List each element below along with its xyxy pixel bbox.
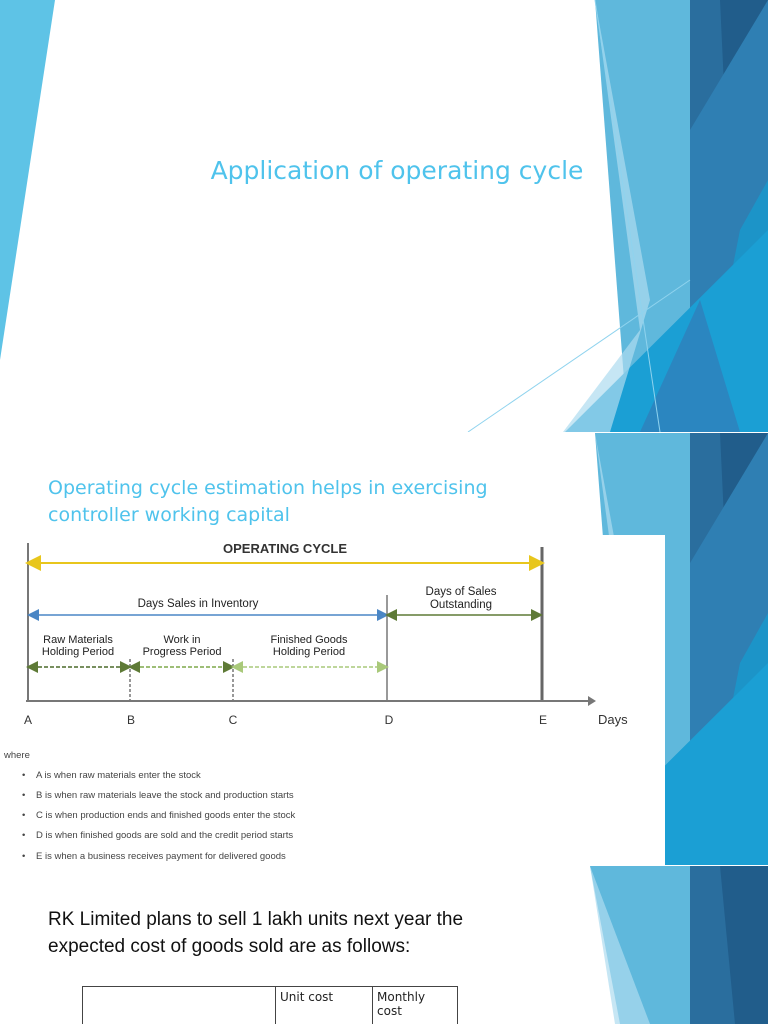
point-c: C	[228, 713, 238, 727]
slide-2	[0, 433, 768, 865]
slide-3	[0, 866, 768, 1024]
table-header-unit-cost: Unit cost	[276, 987, 373, 1024]
where-label: where	[4, 750, 30, 761]
raw-materials-line1: Raw Materials	[43, 634, 113, 646]
bullet-dot: •	[22, 790, 26, 801]
cost-table	[82, 986, 458, 1024]
bullet-dot: •	[22, 810, 26, 821]
point-b: B	[126, 713, 136, 727]
point-e: E	[538, 713, 548, 727]
wip-line1: Work in	[163, 634, 201, 646]
dsi-label: Days Sales in Inventory	[137, 598, 259, 610]
point-d: D	[384, 713, 394, 727]
dso-label-line2: Outstanding	[429, 599, 493, 611]
bullet-dot: •	[22, 770, 26, 781]
bullet-e: E is when a business receives payment for delivered goods	[36, 851, 286, 862]
slide-3-text: RK Limited plans to sell 1 lakh units next year the expected cost of goods sold are as follows:	[48, 909, 464, 957]
raw-materials-line2: Holding Period	[41, 646, 115, 658]
bullet-dot: •	[22, 851, 26, 862]
bullet-c: C is when production ends and finished goods enter the stock	[36, 810, 296, 821]
table-header-blank	[83, 987, 276, 1024]
operating-cycle-diagram	[0, 535, 665, 865]
bullet-dot: •	[22, 830, 26, 841]
finished-goods-line2: Holding Period	[272, 646, 346, 658]
operating-cycle-label: OPERATING CYCLE	[223, 541, 347, 556]
dso-label-line1: Days of Sales	[425, 586, 497, 598]
wip-line2: Progress Period	[142, 646, 222, 658]
days-axis-label: Days	[598, 712, 628, 727]
slide-1-title: Application of operating cycle	[210, 156, 584, 185]
bullet-a: A is when raw materials enter the stock	[36, 770, 201, 781]
table-header-row	[83, 987, 458, 1024]
slide-2-heading: Operating cycle estimation helps in exercising controller working capital	[48, 477, 488, 526]
days-axis-arrowhead	[588, 696, 596, 706]
slide-1	[0, 0, 768, 432]
slide-1-background-shapes	[0, 0, 768, 432]
table-header-monthly-cost: Monthly cost	[373, 987, 458, 1024]
finished-goods-line1: Finished Goods	[270, 634, 348, 646]
bullet-d: D is when finished goods are sold and the credit period starts	[36, 830, 294, 841]
bullet-b: B is when raw materials leave the stock and production starts	[36, 790, 294, 801]
point-a: A	[23, 713, 33, 727]
